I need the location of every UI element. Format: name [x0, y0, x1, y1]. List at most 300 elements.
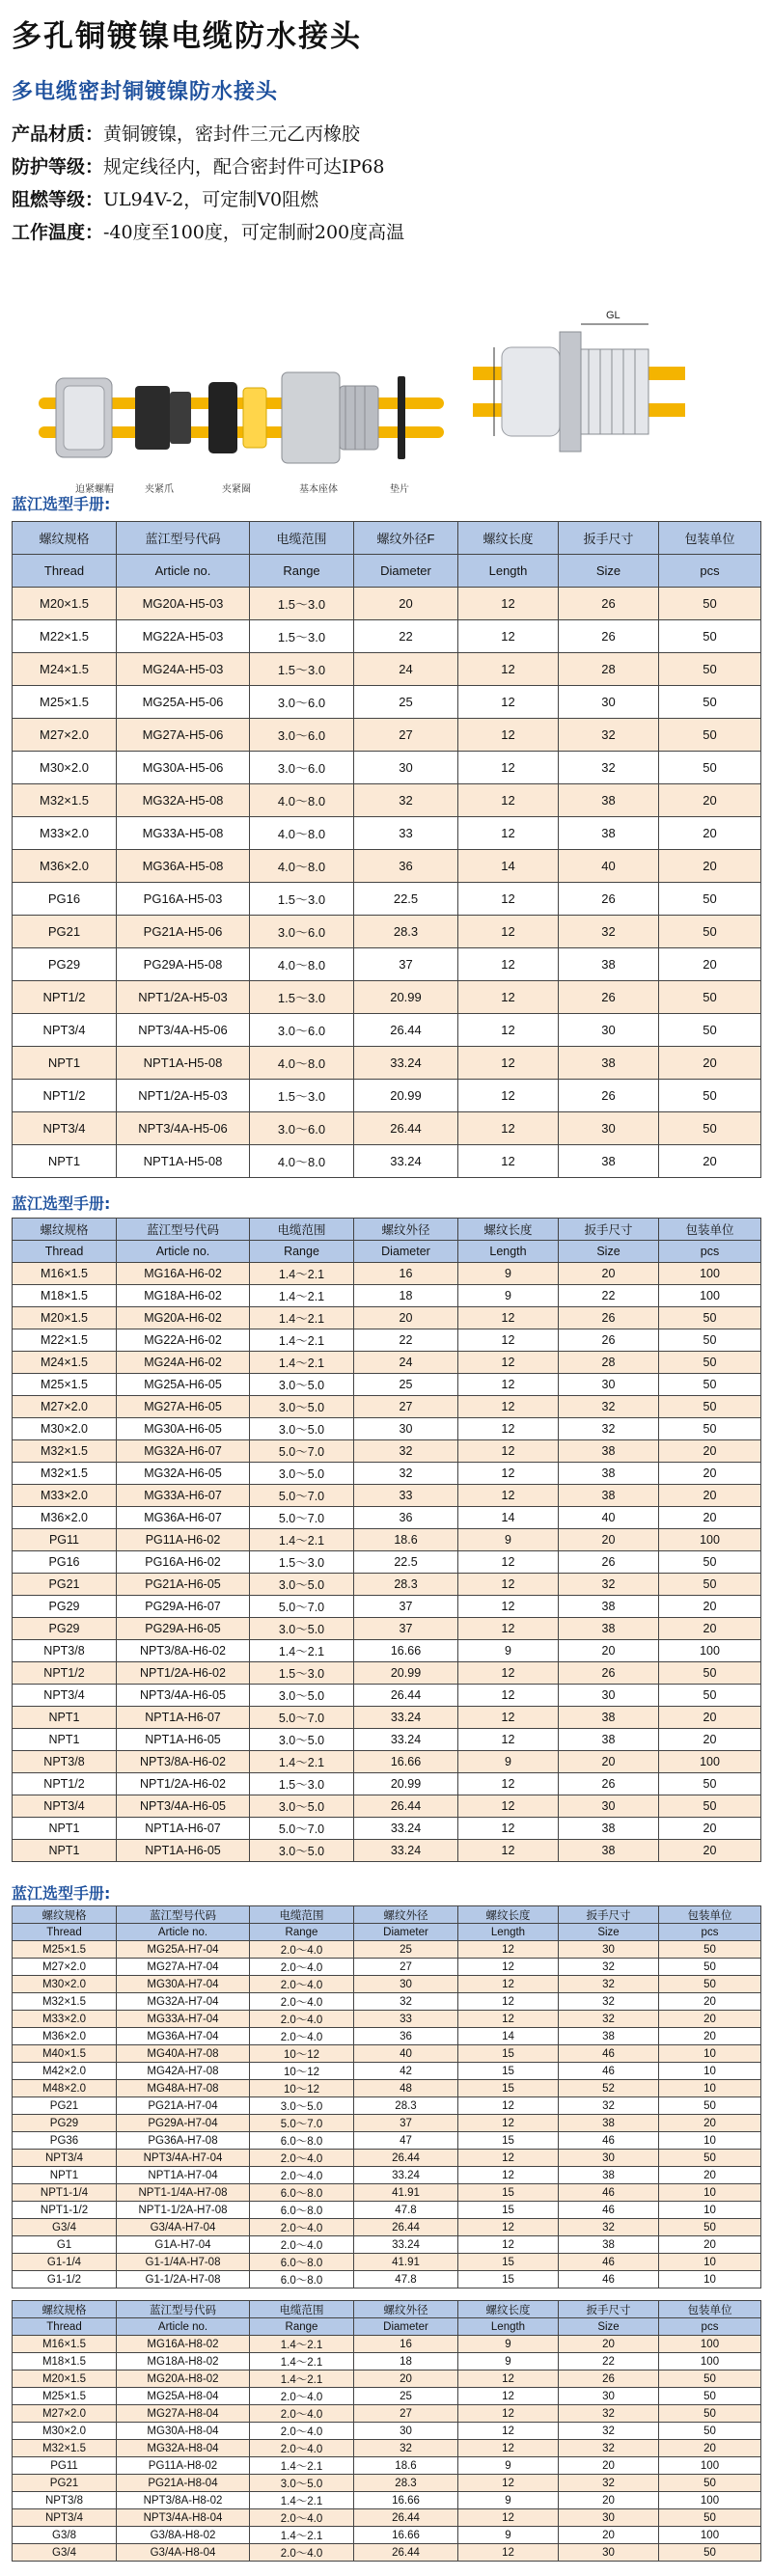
table-cell: PG16A-H6-02: [117, 1551, 250, 1574]
table-row: [13, 1640, 761, 1662]
table-cell: 12: [458, 1941, 559, 1959]
column-header: 扳手尺寸: [559, 2301, 659, 2318]
table-cell: 32: [559, 2423, 659, 2440]
exploded-product-image: [39, 347, 444, 502]
table-cell: 32: [354, 1440, 458, 1463]
table-cell: 3.0～5.0: [250, 2097, 354, 2115]
table-cell: 100: [659, 1640, 761, 1662]
table-cell: MG22A-H6-02: [117, 1329, 250, 1352]
table-cell: 20: [659, 2236, 761, 2254]
table-row: [13, 2219, 761, 2236]
table-row: [13, 850, 761, 883]
table-cell: 50: [659, 686, 761, 719]
table-cell: 12: [458, 1707, 559, 1729]
table-cell: M27×2.0: [13, 2405, 117, 2423]
table-cell: 9: [458, 1751, 559, 1773]
table-row: [13, 1529, 761, 1551]
table-cell: 20: [659, 1596, 761, 1618]
table-cell: M20×1.5: [13, 588, 117, 620]
table-cell: 12: [458, 2167, 559, 2184]
table-cell: 40: [559, 1507, 659, 1529]
table-cell: 25: [354, 686, 458, 719]
table-cell: 3.0～6.0: [250, 1014, 354, 1047]
table-row: [13, 2150, 761, 2167]
table-cell: PG21: [13, 2475, 117, 2492]
table-cell: 20: [559, 2336, 659, 2353]
table-cell: NPT1A-H5-08: [117, 1047, 250, 1080]
table-cell: 38: [559, 1145, 659, 1178]
dimension-drawing: [473, 289, 685, 502]
table-cell: 20: [659, 1840, 761, 1862]
table-row: [13, 2492, 761, 2509]
table-cell: 3.0～6.0: [250, 916, 354, 948]
table-row: [13, 1285, 761, 1307]
table-cell: 12: [458, 2236, 559, 2254]
table-cell: 32: [559, 1976, 659, 1993]
table-cell: MG18A-H8-02: [117, 2353, 250, 2370]
table-cell: 42: [354, 2063, 458, 2080]
table-cell: M22×1.5: [13, 620, 117, 653]
table-row: [13, 1080, 761, 1112]
table-cell: 22: [559, 2353, 659, 2370]
table-cell: 33.24: [354, 2236, 458, 2254]
table-cell: PG29: [13, 1618, 117, 1640]
table-cell: MG16A-H8-02: [117, 2336, 250, 2353]
table-cell: MG16A-H6-02: [117, 1263, 250, 1285]
table-cell: 2.0～4.0: [250, 2219, 354, 2236]
table-cell: MG36A-H6-07: [117, 1507, 250, 1529]
table-cell: 20: [354, 2370, 458, 2388]
table-cell: 50: [659, 2219, 761, 2236]
table-cell: 2.0～4.0: [250, 2544, 354, 2562]
table-cell: 12: [458, 2115, 559, 2132]
table-cell: 50: [659, 1352, 761, 1374]
table-cell: 12: [458, 1329, 559, 1352]
table-cell: 38: [559, 2115, 659, 2132]
table-row: [13, 1707, 761, 1729]
part-label: 迫紧螺帽: [75, 484, 114, 495]
table-cell: 2.0～4.0: [250, 2440, 354, 2457]
table-cell: 32: [559, 719, 659, 752]
table-cell: 20: [659, 1440, 761, 1463]
table-cell: 37: [354, 1618, 458, 1640]
spec-table-4: [12, 2300, 761, 2562]
table-cell: 32: [559, 2440, 659, 2457]
table-cell: 12: [458, 2011, 559, 2028]
table-cell: 38: [559, 1463, 659, 1485]
table-cell: M33×2.0: [13, 1485, 117, 1507]
table-cell: 16: [354, 2336, 458, 2353]
table-cell: M32×1.5: [13, 784, 117, 817]
table-cell: 30: [559, 1941, 659, 1959]
table-row: [13, 2440, 761, 2457]
table-row: [13, 1773, 761, 1795]
header-row: [13, 1241, 761, 1263]
table-cell: 9: [458, 1529, 559, 1551]
table-cell: 26: [559, 981, 659, 1014]
table-cell: 37: [354, 2115, 458, 2132]
table-cell: 12: [458, 2475, 559, 2492]
spec-value: 规定线径内，配合密封件可达IP68: [103, 156, 385, 178]
table-cell: M32×1.5: [13, 1463, 117, 1485]
table-cell: NPT3/8: [13, 1751, 117, 1773]
table-cell: M36×2.0: [13, 2028, 117, 2045]
column-header: pcs: [659, 2318, 761, 2336]
table-cell: 12: [458, 1307, 559, 1329]
table-cell: 1.5～3.0: [250, 588, 354, 620]
column-header: 扳手尺寸: [559, 522, 659, 555]
table-cell: 2.0～4.0: [250, 2011, 354, 2028]
table-row: [13, 2063, 761, 2080]
table-cell: MG33A-H6-07: [117, 1485, 250, 1507]
table-cell: 38: [559, 1047, 659, 1080]
table-cell: 12: [458, 948, 559, 981]
table-row: [13, 588, 761, 620]
table-cell: 12: [458, 784, 559, 817]
table-cell: 38: [559, 1485, 659, 1507]
table-cell: 12: [458, 1440, 559, 1463]
table-cell: 20: [659, 1507, 761, 1529]
table-cell: G3/4: [13, 2544, 117, 2562]
table-cell: 15: [458, 2254, 559, 2271]
table-cell: 20: [659, 2115, 761, 2132]
spec-label: 工作温度：: [12, 222, 104, 243]
table-cell: PG21A-H8-04: [117, 2475, 250, 2492]
table-cell: 32: [559, 2219, 659, 2236]
table-cell: NPT3/4: [13, 1014, 117, 1047]
gl-label: GL: [606, 310, 620, 321]
table-row: [13, 2097, 761, 2115]
table-row: [13, 2271, 761, 2288]
table-cell: 12: [458, 1080, 559, 1112]
table-cell: 20: [659, 1047, 761, 1080]
table-row: [13, 2028, 761, 2045]
table-row: [13, 1618, 761, 1640]
table-row: [13, 620, 761, 653]
table-row: [13, 2236, 761, 2254]
table-row: [13, 2011, 761, 2028]
table-row: [13, 2370, 761, 2388]
table-row: [13, 883, 761, 916]
table-row: [13, 653, 761, 686]
table-cell: M30×2.0: [13, 1976, 117, 1993]
column-header: 电缆范围: [250, 1906, 354, 1924]
table-row: [13, 1014, 761, 1047]
table-cell: 12: [458, 1418, 559, 1440]
table-row: [13, 2167, 761, 2184]
table-cell: 20: [659, 817, 761, 850]
table-cell: MG27A-H7-04: [117, 1959, 250, 1976]
table-cell: PG21: [13, 916, 117, 948]
table-cell: PG36A-H7-08: [117, 2132, 250, 2150]
table-cell: 15: [458, 2184, 559, 2202]
part-label: 夹紧爪: [145, 484, 174, 495]
table-cell: 28: [559, 1352, 659, 1374]
table-cell: PG16A-H5-03: [117, 883, 250, 916]
table-row: [13, 2475, 761, 2492]
table-cell: 32: [559, 752, 659, 784]
table-cell: 9: [458, 2336, 559, 2353]
table-cell: 37: [354, 1596, 458, 1618]
table-cell: 1.4～2.1: [250, 2353, 354, 2370]
table-cell: 100: [659, 2527, 761, 2544]
table-cell: 4.0～8.0: [250, 1047, 354, 1080]
table-cell: 12: [458, 817, 559, 850]
table-cell: G1-1/2A-H7-08: [117, 2271, 250, 2288]
table-cell: 3.0～5.0: [250, 2475, 354, 2492]
table-cell: M48×2.0: [13, 2080, 117, 2097]
table-cell: 15: [458, 2132, 559, 2150]
table-cell: MG30A-H5-06: [117, 752, 250, 784]
table-cell: 38: [559, 1596, 659, 1618]
column-header: pcs: [659, 1924, 761, 1941]
table-cell: 46: [559, 2184, 659, 2202]
column-header: Range: [250, 1924, 354, 1941]
table-cell: 20: [559, 2527, 659, 2544]
table-cell: 30: [559, 2150, 659, 2167]
table-cell: 1.4～2.1: [250, 1307, 354, 1329]
table-cell: M25×1.5: [13, 2388, 117, 2405]
table-cell: 20: [354, 588, 458, 620]
table-cell: PG21A-H6-05: [117, 1574, 250, 1596]
table-row: [13, 2388, 761, 2405]
table-row: [13, 2202, 761, 2219]
table-cell: 38: [559, 2167, 659, 2184]
table-row: [13, 784, 761, 817]
table-cell: 38: [559, 784, 659, 817]
table-cell: 38: [559, 2236, 659, 2254]
table-cell: 30: [559, 2509, 659, 2527]
table-cell: NPT1A-H7-04: [117, 2167, 250, 2184]
table-cell: MG30A-H6-05: [117, 1418, 250, 1440]
table-cell: G3/8: [13, 2527, 117, 2544]
table-cell: MG25A-H6-05: [117, 1374, 250, 1396]
table-cell: M16×1.5: [13, 2336, 117, 2353]
table-cell: 32: [559, 2011, 659, 2028]
table-cell: 50: [659, 1959, 761, 1976]
table-cell: 100: [659, 2492, 761, 2509]
table-cell: PG29: [13, 1596, 117, 1618]
table-cell: M33×2.0: [13, 817, 117, 850]
column-header: Size: [559, 1241, 659, 1263]
table-cell: 5.0～7.0: [250, 2115, 354, 2132]
table-cell: M30×2.0: [13, 1418, 117, 1440]
table-cell: 20.99: [354, 981, 458, 1014]
column-header: 电缆范围: [250, 1219, 354, 1241]
clamp-claw: [135, 386, 191, 450]
table-cell: 12: [458, 2509, 559, 2527]
table-row: [13, 2544, 761, 2562]
column-header: 螺纹外径: [354, 1906, 458, 1924]
table-cell: 3.0～5.0: [250, 1463, 354, 1485]
table-row: [13, 2080, 761, 2097]
table-cell: M22×1.5: [13, 1329, 117, 1352]
table-cell: 50: [659, 1112, 761, 1145]
table-cell: 25: [354, 1941, 458, 1959]
table-cell: MG36A-H5-08: [117, 850, 250, 883]
table-cell: 9: [458, 1285, 559, 1307]
table-cell: 16.66: [354, 1640, 458, 1662]
table-cell: 50: [659, 2509, 761, 2527]
table-cell: PG11A-H6-02: [117, 1529, 250, 1551]
table-cell: 12: [458, 1976, 559, 1993]
table-cell: 32: [559, 1396, 659, 1418]
table-cell: 12: [458, 2440, 559, 2457]
table-cell: NPT1/2A-H5-03: [117, 981, 250, 1014]
table-cell: 33.24: [354, 1840, 458, 1862]
table-cell: 50: [659, 1374, 761, 1396]
table-cell: 4.0～8.0: [250, 850, 354, 883]
table-row: [13, 948, 761, 981]
table-cell: 28: [559, 653, 659, 686]
table-cell: 12: [458, 1795, 559, 1818]
table-cell: 100: [659, 1751, 761, 1773]
table-cell: 12: [458, 1618, 559, 1640]
table-cell: 12: [458, 2388, 559, 2405]
table-cell: 2.0～4.0: [250, 1993, 354, 2011]
table-cell: 28.3: [354, 916, 458, 948]
table-cell: 2.0～4.0: [250, 2236, 354, 2254]
table-cell: 15: [458, 2045, 559, 2063]
table-cell: 26.44: [354, 2150, 458, 2167]
table-cell: 1.4～2.1: [250, 2492, 354, 2509]
table-row: [13, 1795, 761, 1818]
table-cell: 100: [659, 2353, 761, 2370]
table-cell: 12: [458, 2219, 559, 2236]
table-cell: 16.66: [354, 1751, 458, 1773]
table-cell: NPT3/4A-H8-04: [117, 2509, 250, 2527]
table-cell: 2.0～4.0: [250, 2509, 354, 2527]
table-cell: 26.44: [354, 1685, 458, 1707]
table-cell: 5.0～7.0: [250, 1485, 354, 1507]
header-row: [13, 555, 761, 588]
table-cell: NPT3/4A-H5-06: [117, 1014, 250, 1047]
table-cell: 32: [559, 1993, 659, 2011]
table-cell: 50: [659, 2544, 761, 2562]
table-cell: M24×1.5: [13, 653, 117, 686]
column-header: Length: [458, 1924, 559, 1941]
table-cell: 4.0～8.0: [250, 817, 354, 850]
table-cell: 26: [559, 1307, 659, 1329]
table-cell: NPT1A-H6-05: [117, 1729, 250, 1751]
spec-label: 产品材质：: [12, 123, 104, 145]
table-cell: G3/8A-H8-02: [117, 2527, 250, 2544]
table-cell: 20: [559, 1751, 659, 1773]
table-cell: 3.0～5.0: [250, 1574, 354, 1596]
table-cell: 33.24: [354, 2167, 458, 2184]
table-cell: 33: [354, 2011, 458, 2028]
table-cell: 33.24: [354, 1818, 458, 1840]
table-row: [13, 1145, 761, 1178]
table-cell: 10～12: [250, 2045, 354, 2063]
table-cell: 27: [354, 1959, 458, 1976]
table-cell: 50: [659, 1773, 761, 1795]
table-cell: G3/4: [13, 2219, 117, 2236]
table-cell: 32: [559, 1959, 659, 1976]
table-cell: 32: [354, 1463, 458, 1485]
table-cell: 12: [458, 1485, 559, 1507]
table-cell: 30: [354, 752, 458, 784]
sealing-nut: [56, 378, 112, 457]
table-cell: 10～12: [250, 2063, 354, 2080]
table-cell: 20: [659, 2440, 761, 2457]
table-row: [13, 2509, 761, 2527]
table-cell: 3.0～5.0: [250, 1396, 354, 1418]
table-cell: MG30A-H7-04: [117, 1976, 250, 1993]
table-cell: 30: [559, 1112, 659, 1145]
table-cell: 50: [659, 1941, 761, 1959]
table-cell: 10: [659, 2271, 761, 2288]
table-cell: MG32A-H6-07: [117, 1440, 250, 1463]
table-cell: 12: [458, 2405, 559, 2423]
nut: [502, 347, 560, 436]
table-cell: 12: [458, 752, 559, 784]
column-header: Diameter: [354, 2318, 458, 2336]
table-cell: 16.66: [354, 2492, 458, 2509]
table-row: [13, 2045, 761, 2063]
table-cell: 6.0～8.0: [250, 2254, 354, 2271]
table-cell: 12: [458, 1574, 559, 1596]
table-row: [13, 1047, 761, 1080]
part-label: 夹紧圈: [222, 484, 251, 495]
table-cell: 27: [354, 1396, 458, 1418]
table-cell: NPT1: [13, 1729, 117, 1751]
table-row: [13, 1729, 761, 1751]
table-row: [13, 2405, 761, 2423]
table-cell: 20: [659, 948, 761, 981]
table-cell: PG16: [13, 883, 117, 916]
table-cell: 1.5～3.0: [250, 1773, 354, 1795]
table-cell: 50: [659, 883, 761, 916]
table-cell: 10: [659, 2254, 761, 2271]
table-cell: NPT1A-H5-08: [117, 1145, 250, 1178]
table-cell: 12: [458, 1551, 559, 1574]
table-cell: 50: [659, 1685, 761, 1707]
table-row: [13, 1976, 761, 1993]
table-row: [13, 2457, 761, 2475]
table-cell: 2.0～4.0: [250, 2405, 354, 2423]
table-cell: 14: [458, 2028, 559, 2045]
table-cell: 26: [559, 1080, 659, 1112]
table-cell: 10: [659, 2132, 761, 2150]
table-cell: M32×1.5: [13, 1440, 117, 1463]
table-cell: 26: [559, 883, 659, 916]
table-cell: 1.4～2.1: [250, 2527, 354, 2544]
table-cell: PG29: [13, 2115, 117, 2132]
column-header: Length: [458, 555, 559, 588]
table-cell: 1.4～2.1: [250, 1529, 354, 1551]
column-header: 螺纹规格: [13, 2301, 117, 2318]
table-row: [13, 1263, 761, 1285]
table-cell: 26: [559, 1773, 659, 1795]
table-cell: MG20A-H6-02: [117, 1307, 250, 1329]
table-cell: 22: [354, 1329, 458, 1352]
table-cell: NPT1/2: [13, 1662, 117, 1685]
table-cell: 3.0～5.0: [250, 1685, 354, 1707]
table-cell: 5.0～7.0: [250, 1707, 354, 1729]
table-cell: 20: [659, 1993, 761, 2011]
table-cell: MG32A-H5-08: [117, 784, 250, 817]
table-cell: 27: [354, 719, 458, 752]
table-cell: 10: [659, 2080, 761, 2097]
table-cell: 20: [659, 2167, 761, 2184]
table-cell: 12: [458, 883, 559, 916]
table-row: [13, 1374, 761, 1396]
table-cell: 20: [559, 1263, 659, 1285]
column-header: Article no.: [117, 555, 250, 588]
table-row: [13, 1751, 761, 1773]
table-cell: 38: [559, 1618, 659, 1640]
